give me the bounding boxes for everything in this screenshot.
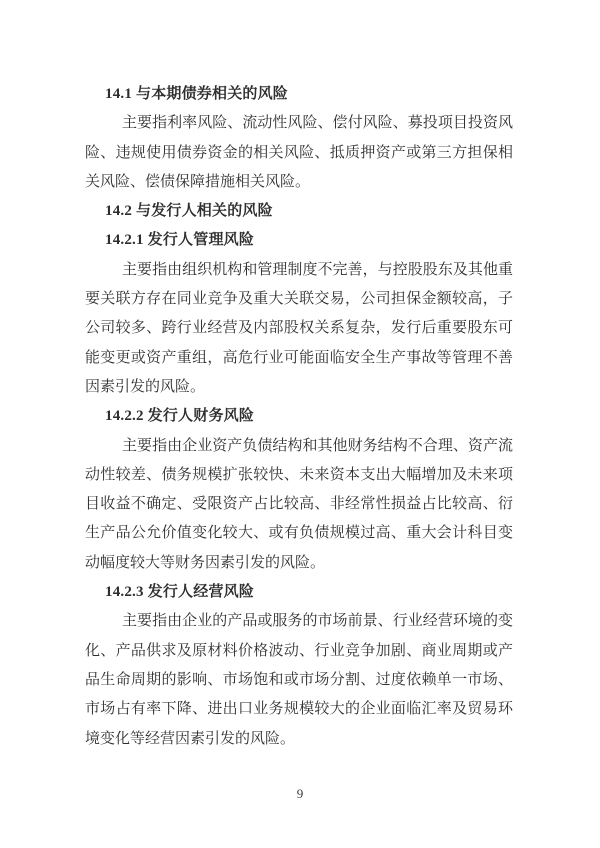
section-heading-14-2: 14.2 与发行人相关的风险 <box>105 203 273 220</box>
section-heading-14-2-1: 14.2.1 发行人管理风险 <box>105 232 255 249</box>
paragraph-management-risk: 主要指由组织机构和管理制度不完善，与控股股东及其他重要关联方存在同业竞争及重大关联交易，公司担保金额较高，子公司较多、跨行业经营及内部股权关系复杂，发行后重要股东可能变更或资产重组，高危行业可能面临安全生产事故等管理不善因素引发的风险。 <box>85 261 513 395</box>
paragraph-financial-risk: 主要指由企业资产负债结构和其他财务结构不合理、资产流动性较差、债务规模扩张较快、未来资本支出大幅增加及未来项目收益不确定、受限资产占比较高、非经常性损益占比较高、衍生产品公允价值变化较大、或有负债规模过高、重大会计科目变动幅度较大等财务因素引发的风险。 <box>85 437 513 571</box>
page-number: 9 <box>296 786 304 801</box>
paragraph-bond-risks: 主要指利率风险、流动性风险、偿付风险、募投项目投资风险、违规使用债券资金的相关风险、抵质押资产或第三方担保相关风险、偿债保障措施相关风险。 <box>85 115 513 190</box>
section-heading-14-2-2: 14.2.2 发行人财务风险 <box>105 408 255 425</box>
paragraph-operating-risk: 主要指由企业的产品或服务的市场前景、行业经营环境的变化、产品供求及原材料价格波动、行业竞争加剧、商业周期或产品生命周期的影响、市场饱和或市场分割、过度依赖单一市场、市场占有率下降、进出口业务规模较大的企业面临汇率及贸易环境变化等经营因素引发的风险。 <box>85 613 513 747</box>
document-page-body <box>85 80 513 754</box>
section-heading-14-2-3: 14.2.3 发行人经营风险 <box>105 584 255 601</box>
section-heading-14-1: 14.1 与本期债券相关的风险 <box>105 86 289 102</box>
